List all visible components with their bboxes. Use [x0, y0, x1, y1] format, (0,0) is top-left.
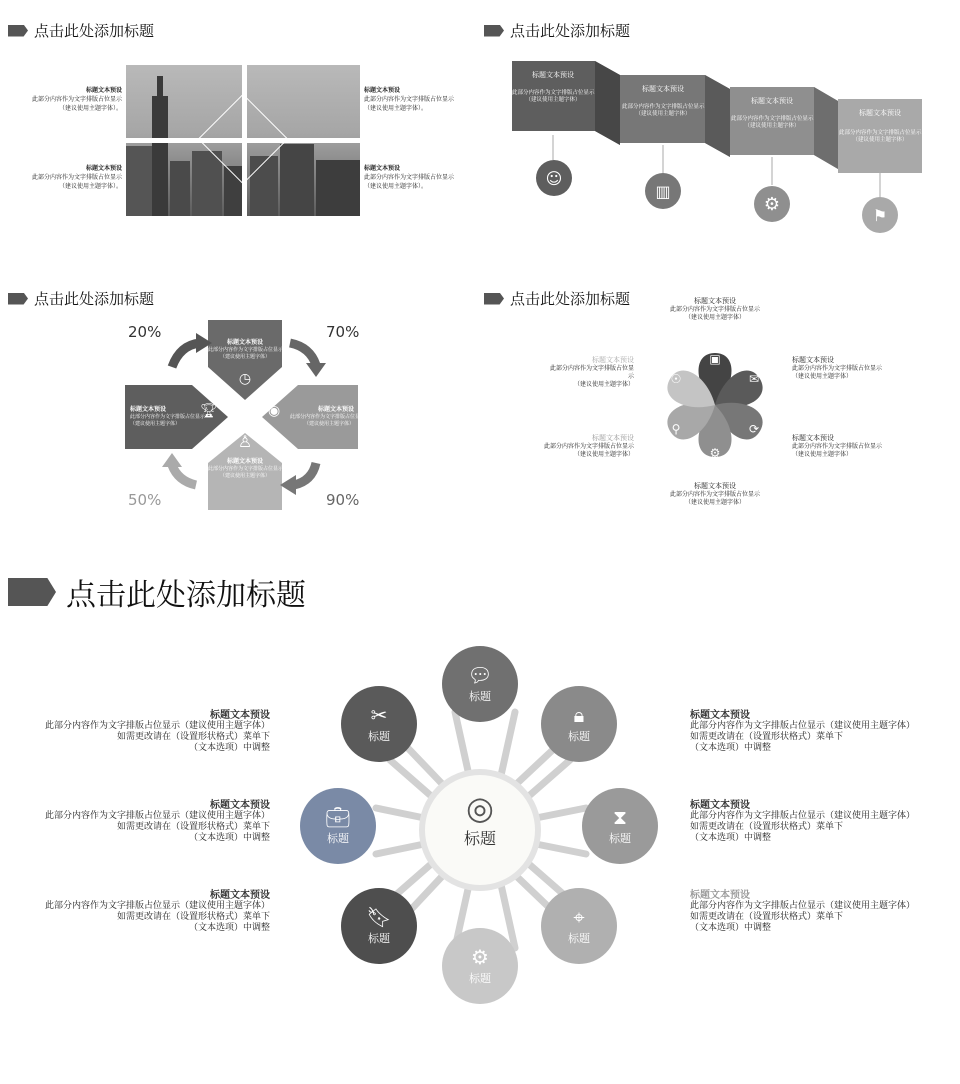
node-briefcase[interactable]: 💼︎ 标题	[300, 788, 376, 864]
title-tag-icon	[8, 578, 56, 606]
text-left-1: 标题文本预设 此部分内容作为文字排版占位显示（建议使用主题字体） 如需更改请在（设置形状格式）菜单下 （文本选项）中调整	[44, 710, 270, 753]
petal-label-right-top: 标题文本预设 此部分内容作为文字排版占位显示 （建议使用主题字体）	[792, 356, 883, 380]
bookmark-icon: 🔖︎	[366, 905, 392, 929]
lock-icon: 🔒︎	[573, 703, 585, 727]
percent-70: 70%	[326, 323, 360, 341]
svg-text:☉: ☉	[670, 372, 682, 386]
panel4-title	[484, 288, 630, 309]
person-icon: ♙	[237, 432, 253, 451]
panel2-title-text: 点击此处添加标题	[510, 22, 631, 40]
step-1: 标题文本预设 此部分内容作为文字排版占位显示 （建议使用主题字体）	[512, 71, 595, 103]
panel1-text-tr: 标题文本预设 此部分内容作为文字排版占位显示 （建议使用主题字体）。	[364, 87, 455, 112]
node-hourglass[interactable]: ⧗ 标题	[582, 788, 658, 864]
node-telescope[interactable]: ⌖ 标题	[541, 888, 617, 964]
percent-20: 20%	[128, 323, 162, 341]
petal-label-top: 标题文本预设 此部分内容作为文字排版占位显示 （建议使用主题字体）	[669, 297, 760, 321]
hourglass-icon: ⧗	[612, 805, 628, 829]
telescope-icon: ⌖	[573, 905, 585, 929]
percent-90: 90%	[326, 491, 360, 509]
svg-text:▣: ▣	[709, 352, 721, 366]
node-tools[interactable]: ✂ 标题	[341, 686, 417, 762]
chart-icon: ▥	[645, 173, 681, 209]
city-photo	[126, 65, 360, 216]
text-left-3: 标题文本预设 此部分内容作为文字排版占位显示（建议使用主题字体） 如需更改请在（设置形状格式）菜单下 （文本选项）中调整	[44, 890, 270, 933]
title-tag-icon	[8, 293, 28, 305]
panel1-title-text: 点击此处添加标题	[34, 22, 155, 40]
step-3: 标题文本预设 此部分内容作为文字排版占位显示 （建议使用主题字体）	[731, 97, 814, 129]
card-bottom: ♙ 标题文本预设 此部分内容作为文字排版占位显示 （建议使用主题字体）	[208, 432, 284, 479]
petal-label-left-top: 标题文本预设 此部分内容作为文字排版占位显 示 （建议使用主题字体）	[549, 356, 634, 388]
node-lock[interactable]: 🔒︎ 标题	[541, 686, 617, 762]
hub-center-label: 标题	[463, 829, 496, 848]
card-right: 标题文本预设 此部分内容作为文字排版占位显示 （建议使用主题字体）	[290, 406, 366, 427]
panel1-text-br: 标题文本预设 此部分内容作为文字排版占位显示 （建议使用主题字体）。	[364, 165, 455, 190]
svg-text:⚙: ⚙	[709, 446, 721, 460]
chat-icon: 💬︎	[467, 663, 493, 687]
svg-text:⚲: ⚲	[671, 422, 681, 436]
petal-label-left-bottom: 标题文本预设 此部分内容作为文字排版占位显示 （建议使用主题字体）	[543, 434, 634, 458]
svg-text:⟳: ⟳	[748, 422, 760, 436]
title-tag-icon	[484, 25, 504, 37]
panel3-title	[8, 288, 154, 309]
card-top: 标题文本预设 此部分内容作为文字排版占位显示 （建议使用主题字体） ◷	[208, 339, 284, 387]
text-left-2: 标题文本预设 此部分内容作为文字排版占位显示（建议使用主题字体） 如需更改请在（设置形状格式）菜单下 （文本选项）中调整	[44, 800, 270, 843]
title-tag-icon	[484, 293, 504, 305]
panel5-title-text: 点击此处添加标题	[66, 578, 306, 613]
hub-center	[430, 790, 530, 849]
petal-label-bottom: 标题文本预设 此部分内容作为文字排版占位显示 （建议使用主题字体）	[669, 482, 760, 506]
panel3-title-text: 点击此处添加标题	[34, 290, 155, 308]
panel4-title-text: 点击此处添加标题	[510, 290, 631, 308]
flag-icon: ⚑	[862, 197, 898, 233]
gears-icon: ⚙	[471, 945, 489, 969]
panel1-text-tl: 标题文本预设 此部分内容作为文字排版占位显示 （建议使用主题字体）。	[31, 87, 122, 112]
panel1-title	[8, 20, 154, 41]
trophy-icon: 🏆︎	[200, 403, 218, 419]
node-gears[interactable]: ⚙ 标题	[442, 928, 518, 1004]
user-icon: ☺	[536, 160, 572, 196]
text-right-3: 标题文本预设 此部分内容作为文字排版占位显示（建议使用主题字体） 如需更改请在（设置形状格式）菜单下 （文本选项）中调整	[690, 890, 916, 933]
node-chat[interactable]: 💬︎ 标题	[442, 646, 518, 722]
tools-icon: ✂	[370, 703, 388, 727]
card-left: 标题文本预设 此部分内容作为文字排版占位显示 （建议使用主题字体）	[130, 406, 206, 427]
eye-icon: ◉	[268, 403, 281, 419]
node-bookmark[interactable]: 🔖︎ 标题	[341, 888, 417, 964]
panel5-title	[8, 570, 306, 614]
panel1-text-bl: 标题文本预设 此部分内容作为文字排版占位显示 （建议使用主题字体）。	[31, 165, 122, 190]
percent-50: 50%	[128, 491, 162, 509]
target-cursor-icon: ◎	[466, 789, 494, 827]
clock-icon: ◷	[238, 371, 252, 387]
text-right-2: 标题文本预设 此部分内容作为文字排版占位显示（建议使用主题字体） 如需更改请在（设置形状格式）菜单下 （文本选项）中调整	[690, 800, 916, 843]
step-2: 标题文本预设 此部分内容作为文字排版占位显示 （建议使用主题字体）	[622, 85, 705, 117]
panel2-title	[484, 20, 630, 41]
text-right-1: 标题文本预设 此部分内容作为文字排版占位显示（建议使用主题字体） 如需更改请在（设置形状格式）菜单下 （文本选项）中调整	[690, 710, 916, 753]
svg-text:✉: ✉	[748, 372, 760, 386]
flower-diagram	[640, 325, 790, 480]
petal-label-right-bottom: 标题文本预设 此部分内容作为文字排版占位显示 （建议使用主题字体）	[792, 434, 883, 458]
step-4: 标题文本预设 此部分内容作为文字排版占位显示 （建议使用主题字体）	[839, 109, 922, 143]
title-tag-icon	[8, 25, 28, 37]
gear-icon: ⚙	[754, 186, 790, 222]
briefcase-icon: 💼︎	[325, 805, 351, 829]
